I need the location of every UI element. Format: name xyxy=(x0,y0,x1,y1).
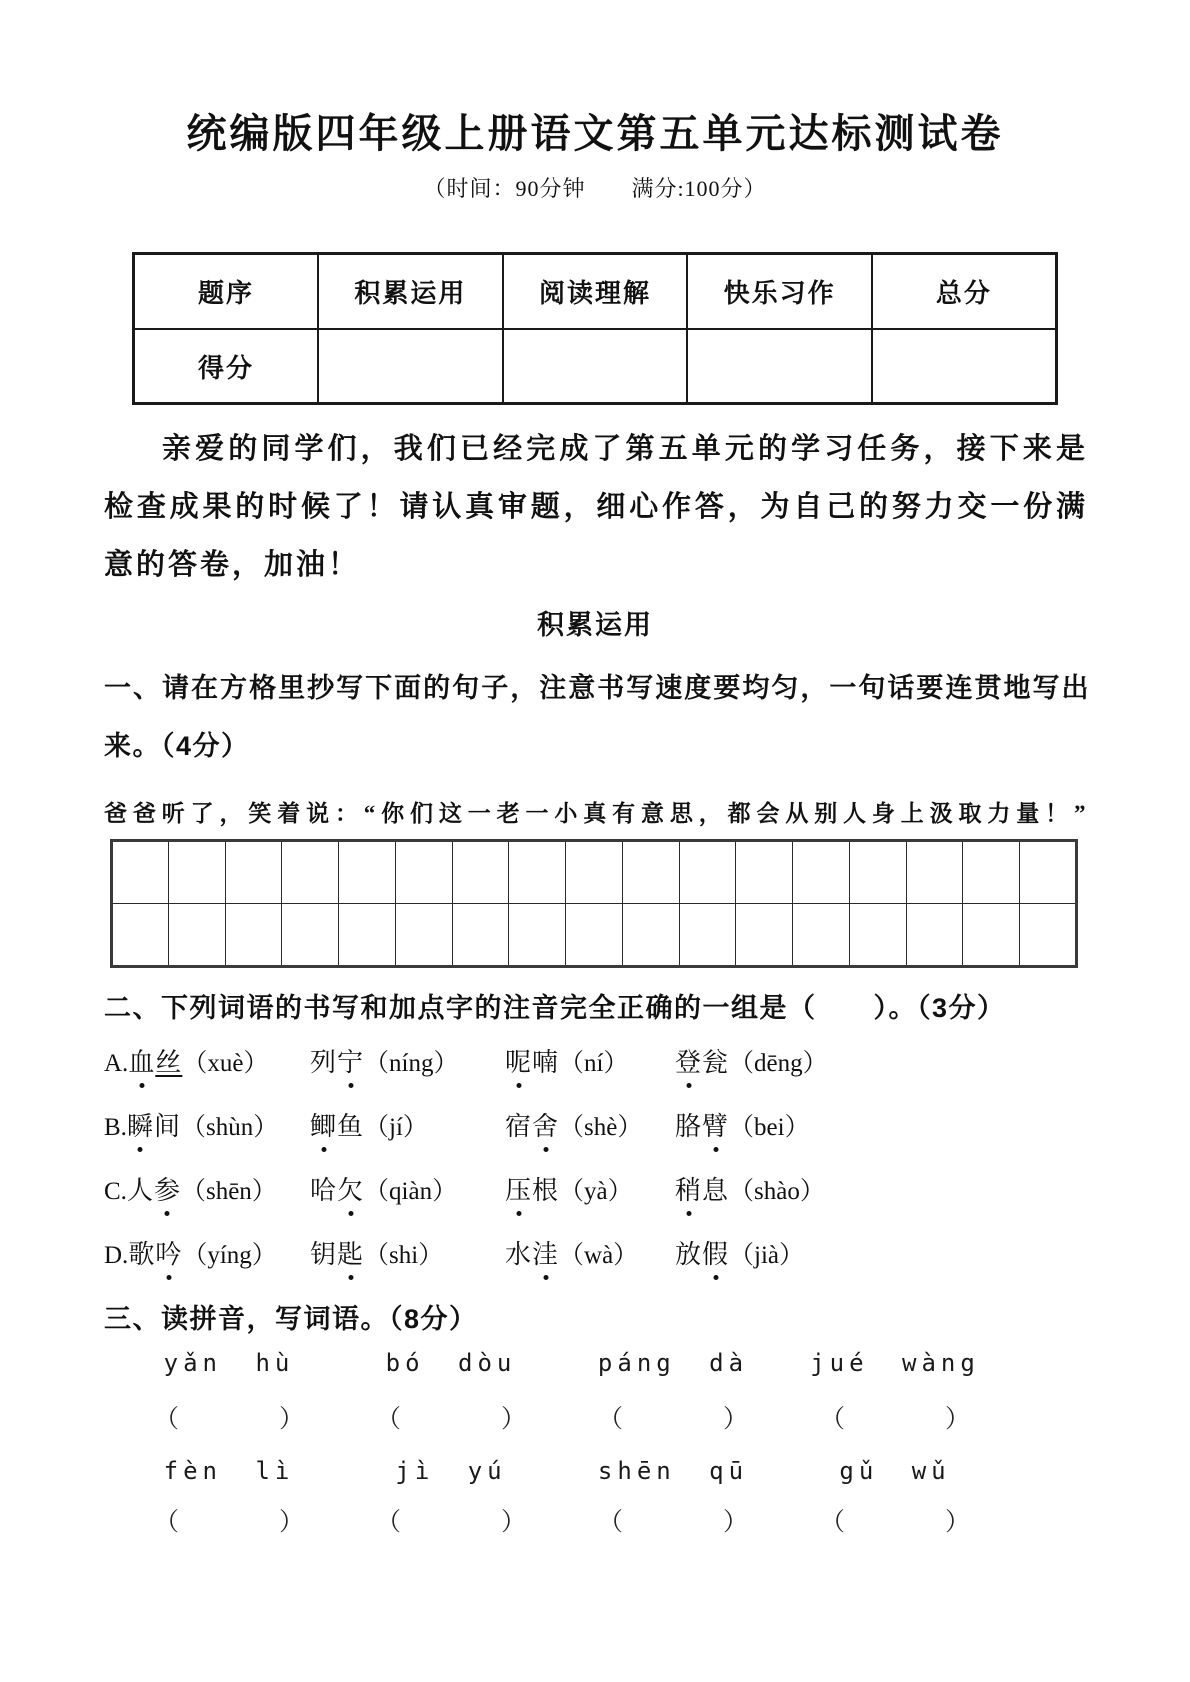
pinyin-group: jué wàng xyxy=(810,1349,980,1377)
bracket-close: ） xyxy=(278,1406,304,1433)
option-item xyxy=(104,1170,310,1207)
option-item xyxy=(104,1234,310,1271)
bracket-close: ） xyxy=(500,1406,526,1433)
emphasis-dot-char: 欠 xyxy=(337,1170,364,1207)
copy-grid-cell[interactable] xyxy=(282,904,339,967)
pinyin-row-1 xyxy=(118,1349,1018,1377)
copy-grid-cell[interactable] xyxy=(509,841,566,904)
answer-bracket[interactable] xyxy=(820,1502,970,1538)
copy-grid-cell[interactable] xyxy=(736,904,793,967)
option-pinyin: （wà） xyxy=(559,1242,639,1269)
option-word xyxy=(127,1112,181,1141)
option-label: C. xyxy=(104,1178,127,1205)
option-item xyxy=(104,1106,310,1143)
score-header-cell: 快乐习作 xyxy=(687,254,872,330)
emphasis-dot-char: 登 xyxy=(675,1042,702,1079)
emphasis-dot-char: 鲫 xyxy=(310,1106,337,1143)
option-pinyin: （shào） xyxy=(729,1178,825,1205)
option-item xyxy=(310,1106,505,1143)
score-header-cell: 阅读理解 xyxy=(503,254,688,330)
option-row[interactable] xyxy=(104,1042,1090,1077)
copy-grid-cell[interactable] xyxy=(963,904,1020,967)
option-pinyin: （yíng） xyxy=(182,1242,277,1269)
option-pinyin: （xuè） xyxy=(182,1050,269,1077)
q2-prompt: 二、下列词语的书写和加点字的注音完全正确的一组是（ ）。（3分） xyxy=(104,993,1006,1023)
option-row[interactable] xyxy=(104,1234,1090,1269)
score-header-row xyxy=(134,254,1057,330)
word-char: 列 xyxy=(310,1048,338,1077)
option-pinyin: （shè） xyxy=(559,1114,643,1141)
copy-grid-cell[interactable] xyxy=(736,841,793,904)
copy-grid-cell[interactable] xyxy=(168,841,225,904)
option-label: D. xyxy=(104,1242,129,1269)
copy-grid-cell[interactable] xyxy=(112,841,169,904)
answer-bracket-cell xyxy=(784,1399,1006,1435)
score-header-cell: 总分 xyxy=(872,254,1057,330)
intro-paragraph: 亲爱的同学们，我们已经完成了第五单元的学习任务，接下来是检查成果的时候了！请认真审题，细心作答，为自己的努力交一份满意的答卷，加油！ xyxy=(104,433,1088,581)
copy-grid-cell[interactable] xyxy=(849,841,906,904)
copy-grid-cell[interactable] xyxy=(1020,841,1077,904)
copy-grid-cell[interactable] xyxy=(339,904,396,967)
answer-bracket[interactable] xyxy=(820,1399,970,1435)
word-char: 鱼 xyxy=(337,1112,365,1141)
emphasis-dot-char: 瞬 xyxy=(127,1106,154,1143)
copy-grid-cell[interactable] xyxy=(679,841,736,904)
score-input-cell[interactable] xyxy=(503,329,688,404)
copy-grid-cell[interactable] xyxy=(225,841,282,904)
bracket-open: （ xyxy=(376,1509,402,1536)
option-pinyin: （shùn） xyxy=(180,1114,279,1141)
copy-grid-cell[interactable] xyxy=(566,904,623,967)
pinyin-group: páng dà xyxy=(597,1349,749,1377)
emphasis-dot-char: 宁 xyxy=(337,1042,364,1079)
bracket-open: （ xyxy=(820,1406,846,1433)
option-word xyxy=(310,1112,364,1141)
option-word xyxy=(128,1048,182,1077)
option-pinyin: （dēng） xyxy=(729,1050,828,1077)
emphasis-dot-char: 匙 xyxy=(337,1234,364,1271)
option-item xyxy=(675,1170,1090,1207)
pinyin-group: shēn qū xyxy=(597,1457,749,1485)
word-char: 喃 xyxy=(532,1048,560,1077)
option-pinyin: （jí） xyxy=(364,1114,428,1141)
copy-grid-cell[interactable] xyxy=(282,841,339,904)
emphasis-dot-char: 吟 xyxy=(155,1234,182,1271)
copy-grid-cell[interactable] xyxy=(849,904,906,967)
emphasis-dot-char: 血 xyxy=(128,1042,155,1079)
option-word xyxy=(310,1176,364,1205)
option-item xyxy=(675,1042,1090,1079)
copy-grid-cell[interactable] xyxy=(509,904,566,967)
bracket-close: ） xyxy=(722,1509,748,1536)
pinyin-group: jì yú xyxy=(395,1457,507,1485)
answer-bracket[interactable] xyxy=(598,1502,748,1538)
bracket-close: ） xyxy=(278,1509,304,1536)
word-char: 宿 xyxy=(505,1112,533,1141)
option-word xyxy=(505,1176,559,1205)
page-title: 统编版四年级上册语文第五单元达标测试卷 xyxy=(186,111,1004,156)
word-char: 胳 xyxy=(675,1112,703,1141)
copy-grid-cell[interactable] xyxy=(395,841,452,904)
copy-grid-row xyxy=(112,841,1077,904)
pinyin-group: bó dòu xyxy=(385,1349,517,1377)
word-char: 瓮 xyxy=(702,1048,730,1077)
option-pinyin: （qiàn） xyxy=(364,1178,458,1205)
pinyin-group: gǔ wǔ xyxy=(839,1457,951,1485)
word-char: 丝 xyxy=(155,1048,183,1077)
option-item xyxy=(505,1234,675,1271)
bracket-open: （ xyxy=(598,1509,624,1536)
answer-bracket[interactable] xyxy=(376,1502,526,1538)
score-input-cell[interactable] xyxy=(687,329,872,404)
score-input-cell[interactable] xyxy=(872,329,1057,404)
option-word xyxy=(310,1048,364,1077)
option-pinyin: （ní） xyxy=(559,1050,629,1077)
copy-grid-cell[interactable] xyxy=(339,841,396,904)
answer-bracket-cell xyxy=(340,1399,562,1435)
copy-grid-cell[interactable] xyxy=(566,841,623,904)
exam-meta: （时间：90分钟 满分:100分） xyxy=(423,176,767,201)
option-item xyxy=(310,1170,505,1207)
emphasis-dot-char: 呢 xyxy=(505,1042,532,1079)
word-char: 息 xyxy=(702,1176,730,1205)
answer-bracket[interactable] xyxy=(154,1502,304,1538)
word-char: 人 xyxy=(126,1176,154,1205)
answer-bracket-cell xyxy=(340,1502,562,1538)
pinyin-group: yǎn hù xyxy=(163,1349,295,1377)
answer-bracket-cell xyxy=(562,1399,784,1435)
copy-grid-cell[interactable] xyxy=(1020,904,1077,967)
option-item xyxy=(310,1234,505,1271)
bracket-open: （ xyxy=(820,1509,846,1536)
pinyin-group: fèn lì xyxy=(163,1457,295,1485)
emphasis-dot-char: 臂 xyxy=(702,1106,729,1143)
score-row-label: 得分 xyxy=(134,329,319,404)
option-item xyxy=(505,1106,675,1143)
score-table xyxy=(132,252,1058,405)
answer-bracket-cell xyxy=(562,1502,784,1538)
option-item xyxy=(505,1042,675,1079)
score-header-cell: 题序 xyxy=(134,254,319,330)
emphasis-dot-char: 参 xyxy=(154,1170,181,1207)
option-pinyin: （níng） xyxy=(364,1050,459,1077)
option-word xyxy=(675,1112,729,1141)
copy-grid-row xyxy=(112,904,1077,967)
bracket-close: ） xyxy=(500,1509,526,1536)
word-char: 歌 xyxy=(128,1240,156,1269)
option-label: B. xyxy=(104,1114,127,1141)
option-item xyxy=(104,1042,310,1079)
copy-grid xyxy=(110,839,1078,968)
answer-bracket-cell xyxy=(784,1502,1006,1538)
option-item xyxy=(675,1234,1090,1271)
bracket-open: （ xyxy=(598,1406,624,1433)
copy-grid-cell[interactable] xyxy=(225,904,282,967)
word-char: 水 xyxy=(505,1240,533,1269)
option-item xyxy=(310,1042,505,1079)
copy-grid-cell[interactable] xyxy=(679,904,736,967)
answer-bracket[interactable] xyxy=(598,1399,748,1435)
bracket-open: （ xyxy=(154,1406,180,1433)
bracket-open: （ xyxy=(154,1509,180,1536)
option-row[interactable] xyxy=(104,1170,1090,1205)
option-word xyxy=(505,1112,559,1141)
word-char: 哈 xyxy=(310,1176,338,1205)
emphasis-dot-char: 洼 xyxy=(532,1234,559,1271)
q1-copy-sentence: 爸爸听了，笑着说：“你们这一老一小真有意思，都会从别人身上汲取力量！” xyxy=(104,801,1086,826)
option-row[interactable] xyxy=(104,1106,1090,1141)
copy-grid-cell[interactable] xyxy=(793,841,850,904)
option-word xyxy=(128,1240,182,1269)
copy-grid-cell[interactable] xyxy=(793,904,850,967)
copy-grid-cell[interactable] xyxy=(906,904,963,967)
answer-bracket[interactable] xyxy=(376,1399,526,1435)
copy-grid-cell[interactable] xyxy=(168,904,225,967)
bracket-close: ） xyxy=(722,1406,748,1433)
q3-prompt: 三、读拼音，写词语。（8分） xyxy=(104,1304,478,1334)
copy-grid-cell[interactable] xyxy=(906,841,963,904)
option-word xyxy=(127,1176,181,1205)
score-header-cell: 积累运用 xyxy=(318,254,503,330)
option-pinyin: （yà） xyxy=(559,1178,633,1205)
word-char: 间 xyxy=(153,1112,181,1141)
option-word xyxy=(310,1240,364,1269)
option-pinyin: （shi） xyxy=(364,1242,444,1269)
option-pinyin: （bei） xyxy=(729,1114,810,1141)
answer-brackets-row-1 xyxy=(118,1399,1018,1435)
option-word xyxy=(675,1048,729,1077)
copy-grid-cell[interactable] xyxy=(963,841,1020,904)
copy-grid-cell[interactable] xyxy=(622,904,679,967)
option-item xyxy=(505,1170,675,1207)
answer-bracket-cell xyxy=(118,1399,340,1435)
q1-prompt: 一、请在方格里抄写下面的句子，注意书写速度要均匀，一句话要连贯地写出来。（4分） xyxy=(104,673,1090,761)
emphasis-dot-char: 压 xyxy=(505,1170,532,1207)
option-word xyxy=(675,1240,729,1269)
answer-bracket[interactable] xyxy=(154,1399,304,1435)
bracket-close: ） xyxy=(944,1406,970,1433)
bracket-open: （ xyxy=(376,1406,402,1433)
option-word xyxy=(505,1048,559,1077)
option-pinyin: （jià） xyxy=(729,1242,805,1269)
copy-grid-cell[interactable] xyxy=(622,841,679,904)
copy-grid-cell[interactable] xyxy=(112,904,169,967)
option-word xyxy=(505,1240,559,1269)
emphasis-dot-char: 假 xyxy=(702,1234,729,1271)
copy-grid-cell[interactable] xyxy=(452,904,509,967)
score-input-cell[interactable] xyxy=(318,329,503,404)
answer-bracket-cell xyxy=(118,1502,340,1538)
copy-grid-cell[interactable] xyxy=(452,841,509,904)
section-heading: 积累运用 xyxy=(537,610,653,640)
option-label: A. xyxy=(104,1050,129,1077)
option-word xyxy=(675,1176,729,1205)
word-char: 根 xyxy=(532,1176,560,1205)
word-char: 放 xyxy=(675,1240,703,1269)
emphasis-dot-char: 稍 xyxy=(675,1170,702,1207)
option-item xyxy=(675,1106,1090,1143)
answer-brackets-row-2 xyxy=(118,1502,1018,1538)
bracket-close: ） xyxy=(944,1509,970,1536)
pinyin-row-2 xyxy=(118,1457,1018,1485)
score-value-row xyxy=(134,329,1057,404)
copy-grid-cell[interactable] xyxy=(395,904,452,967)
option-pinyin: （shēn） xyxy=(180,1178,277,1205)
emphasis-dot-char: 舍 xyxy=(532,1106,559,1143)
q2-options xyxy=(104,1042,1090,1298)
word-char: 钥 xyxy=(310,1240,338,1269)
